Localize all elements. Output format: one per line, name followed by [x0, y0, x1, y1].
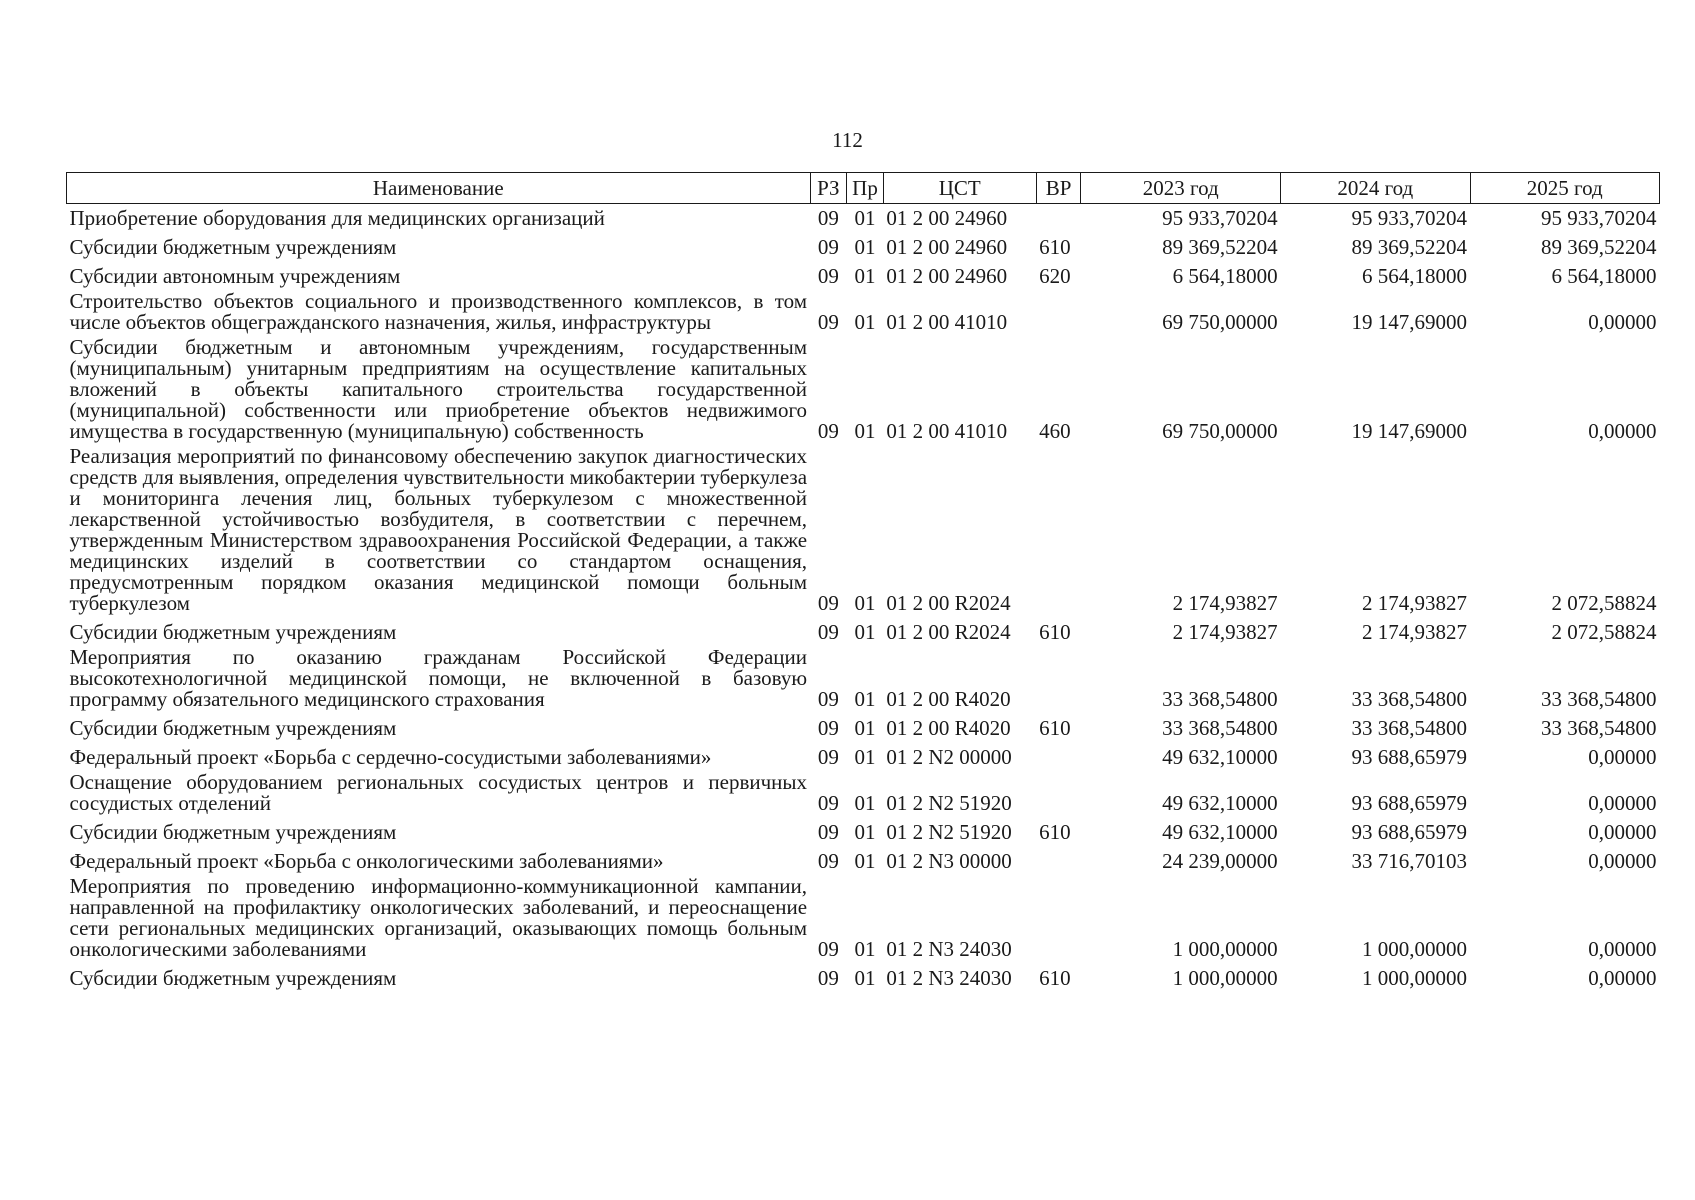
- row-vr: 610: [1039, 819, 1071, 844]
- row-rz: 09: [817, 819, 839, 844]
- row-2025: 0,00000: [1588, 790, 1657, 815]
- header-2024: 2024 год: [1281, 173, 1470, 204]
- table-row: [67, 714, 1660, 743]
- row-rz: 09: [817, 205, 839, 230]
- row-2023: 33 368,54800: [1162, 715, 1278, 740]
- row-pr: 01: [854, 744, 876, 769]
- row-2025: 0,00000: [1588, 418, 1657, 443]
- row-2023: 24 239,00000: [1162, 848, 1278, 873]
- row-cst: 01 2 N2 00000: [886, 744, 1012, 769]
- row-rz: 09: [817, 619, 839, 644]
- table-row: [67, 262, 1660, 291]
- row-rz: 09: [817, 263, 839, 288]
- row-2025: 33 368,54800: [1541, 686, 1657, 711]
- row-vr: [1036, 743, 1081, 772]
- row-vr: [1036, 847, 1081, 876]
- row-2023: 49 632,10000: [1162, 819, 1278, 844]
- row-cst: 01 2 00 R4020: [886, 686, 1011, 711]
- row-2025: 0,00000: [1588, 848, 1657, 873]
- row-name: Мероприятия по оказанию гражданам Российской Федерации высокотехнологичной медицинской помощи, не включенной в базовую программу обязательного медицинского страхования: [69, 644, 808, 711]
- row-2025: 95 933,70204: [1541, 205, 1657, 230]
- row-cst: 01 2 N2 51920: [886, 819, 1012, 844]
- row-2025: 0,00000: [1588, 309, 1657, 334]
- table-row: [67, 233, 1660, 262]
- row-name: Субсидии бюджетным учреждениям: [69, 715, 397, 740]
- row-vr: 610: [1039, 619, 1071, 644]
- row-name: Мероприятия по проведению информационно-коммуникационной кампании, направленной на профилактику онкологических заболеваний, и переоснащение сети региональных медицинских организаций, оказывающих помощь больным онкологическими заболеваниями: [69, 873, 808, 961]
- row-pr: 01: [854, 686, 876, 711]
- row-2023: 95 933,70204: [1162, 205, 1278, 230]
- row-pr: 01: [854, 619, 876, 644]
- row-2024: 89 369,52204: [1351, 234, 1467, 259]
- row-cst: 01 2 N3 24030: [886, 965, 1012, 990]
- row-vr: 610: [1039, 715, 1071, 740]
- row-cst: 01 2 N2 51920: [886, 790, 1012, 815]
- row-rz: 09: [817, 309, 839, 334]
- row-cst: 01 2 00 R4020: [886, 715, 1011, 740]
- row-name: Субсидии автономным учреждениям: [69, 263, 401, 288]
- row-2024: 1 000,00000: [1362, 936, 1467, 961]
- row-name: Субсидии бюджетным и автономным учреждениям, государственным (муниципальным) унитарным предприятиям на осуществление капитальных вложений в объекты капитального строительства государственной (муниципальной) собственности или приобретение объектов недвижимого имущества в государственную (муниципальную) собственность: [69, 334, 808, 443]
- row-2023: 1 000,00000: [1172, 965, 1278, 990]
- row-2023: 2 174,93827: [1172, 590, 1278, 615]
- table-row: [67, 204, 1660, 233]
- row-pr: 01: [854, 790, 876, 815]
- row-2025: 33 368,54800: [1541, 715, 1657, 740]
- table-row: [67, 876, 1660, 964]
- row-2025: 0,00000: [1588, 744, 1657, 769]
- row-pr: 01: [854, 936, 876, 961]
- table-row: [67, 446, 1660, 618]
- row-cst: 01 2 00 24960: [886, 234, 1008, 259]
- row-name: Оснащение оборудованием региональных сосудистых центров и первичных сосудистых отделений: [69, 769, 808, 815]
- row-name: Федеральный проект «Борьба с онкологическими заболеваниями»: [69, 848, 664, 873]
- row-pr: 01: [854, 965, 876, 990]
- header-pr: Пр: [847, 173, 884, 204]
- row-vr: [1036, 291, 1081, 337]
- row-2024: 19 147,69000: [1351, 309, 1467, 334]
- row-vr: [1036, 647, 1081, 714]
- row-name: Строительство объектов социального и производственного комплексов, в том числе объектов общегражданского назначения, жилья, инфраструктуры: [69, 288, 808, 334]
- row-2025: 0,00000: [1588, 936, 1657, 961]
- row-2024: 19 147,69000: [1351, 418, 1467, 443]
- table-row: [67, 647, 1660, 714]
- header-name: Наименование: [67, 173, 811, 204]
- row-cst: 01 2 00 41010: [886, 309, 1008, 334]
- header-vr: ВР: [1036, 173, 1081, 204]
- row-pr: 01: [854, 263, 876, 288]
- row-name: Субсидии бюджетным учреждениям: [69, 965, 397, 990]
- row-vr: [1036, 446, 1081, 618]
- row-vr: 610: [1039, 965, 1071, 990]
- row-rz: 09: [817, 590, 839, 615]
- row-2025: 6 564,18000: [1551, 263, 1657, 288]
- row-vr: 610: [1039, 234, 1071, 259]
- row-2024: 93 688,65979: [1351, 790, 1467, 815]
- header-2025: 2025 год: [1470, 173, 1660, 204]
- row-rz: 09: [817, 965, 839, 990]
- row-pr: 01: [854, 205, 876, 230]
- row-vr: [1036, 204, 1081, 233]
- row-rz: 09: [817, 686, 839, 711]
- row-pr: 01: [854, 234, 876, 259]
- row-pr: 01: [854, 715, 876, 740]
- table-row: [67, 337, 1660, 446]
- page-number: 112: [832, 128, 863, 152]
- table-row: [67, 291, 1660, 337]
- row-2023: 49 632,10000: [1162, 744, 1278, 769]
- row-2025: 0,00000: [1588, 819, 1657, 844]
- row-cst: 01 2 N3 00000: [886, 848, 1012, 873]
- row-2024: 1 000,00000: [1362, 965, 1467, 990]
- row-rz: 09: [817, 715, 839, 740]
- row-pr: 01: [854, 418, 876, 443]
- row-name: Приобретение оборудования для медицинских организаций: [69, 205, 605, 230]
- row-2023: 33 368,54800: [1162, 686, 1278, 711]
- table-row: [67, 743, 1660, 772]
- row-2025: 89 369,52204: [1541, 234, 1657, 259]
- row-cst: 01 2 N3 24030: [886, 936, 1012, 961]
- row-pr: 01: [854, 819, 876, 844]
- row-name: Субсидии бюджетным учреждениям: [69, 619, 397, 644]
- header-2023: 2023 год: [1081, 173, 1281, 204]
- table-row: [67, 964, 1660, 993]
- row-2024: 33 368,54800: [1351, 686, 1467, 711]
- table-row: [67, 618, 1660, 647]
- row-cst: 01 2 00 R2024: [886, 619, 1011, 644]
- row-2023: 69 750,00000: [1162, 418, 1278, 443]
- row-name: Субсидии бюджетным учреждениям: [69, 234, 397, 259]
- row-cst: 01 2 00 41010: [886, 418, 1008, 443]
- header-cst: ЦСТ: [883, 173, 1036, 204]
- row-2023: 6 564,18000: [1172, 263, 1278, 288]
- row-2023: 2 174,93827: [1172, 619, 1278, 644]
- row-cst: 01 2 00 24960: [886, 263, 1008, 288]
- table-row: [67, 818, 1660, 847]
- row-2023: 89 369,52204: [1162, 234, 1278, 259]
- row-2023: 49 632,10000: [1162, 790, 1278, 815]
- row-cst: 01 2 00 R2024: [886, 590, 1011, 615]
- row-pr: 01: [854, 848, 876, 873]
- row-2025: 0,00000: [1588, 965, 1657, 990]
- row-cst: 01 2 00 24960: [886, 205, 1008, 230]
- row-name: Реализация мероприятий по финансовому обеспечению закупок диагностических средств для выявления, определения чувствительности микобактерии туберкулеза и мониторинга лечения лиц, больных туберкулезом с множественной лекарственной устойчивостью возбудителя, в соответствии с перечнем, утвержденным Министерством здравоохранения Российской Федерации, а также медицинских изделий в соответствии со стандартом оснащения, предусмотренным порядком оказания медицинской помощи больным туберкулезом: [69, 443, 808, 615]
- row-vr: [1036, 876, 1081, 964]
- row-vr: 460: [1039, 418, 1071, 443]
- row-2025: 2 072,58824: [1551, 590, 1657, 615]
- row-rz: 09: [817, 936, 839, 961]
- budget-table: [66, 172, 1660, 993]
- row-rz: 09: [817, 744, 839, 769]
- row-vr: 620: [1039, 263, 1071, 288]
- header-rz: РЗ: [810, 173, 847, 204]
- row-2024: 6 564,18000: [1362, 263, 1467, 288]
- row-rz: 09: [817, 234, 839, 259]
- row-2024: 2 174,93827: [1362, 619, 1467, 644]
- row-rz: 09: [817, 418, 839, 443]
- row-name: Федеральный проект «Борьба с сердечно-сосудистыми заболеваниями»: [69, 744, 712, 769]
- row-name: Субсидии бюджетным учреждениям: [69, 819, 397, 844]
- row-vr: [1036, 772, 1081, 818]
- row-2023: 1 000,00000: [1172, 936, 1278, 961]
- row-2023: 69 750,00000: [1162, 309, 1278, 334]
- row-rz: 09: [817, 790, 839, 815]
- row-2024: 33 368,54800: [1351, 715, 1467, 740]
- row-2024: 93 688,65979: [1351, 819, 1467, 844]
- row-2024: 95 933,70204: [1351, 205, 1467, 230]
- row-2025: 2 072,58824: [1551, 619, 1657, 644]
- row-2024: 93 688,65979: [1351, 744, 1467, 769]
- table-row: [67, 847, 1660, 876]
- row-pr: 01: [854, 309, 876, 334]
- row-rz: 09: [817, 848, 839, 873]
- row-2024: 2 174,93827: [1362, 590, 1467, 615]
- row-2024: 33 716,70103: [1351, 848, 1467, 873]
- row-pr: 01: [854, 590, 876, 615]
- table-row: [67, 772, 1660, 818]
- table-header-row: [67, 173, 1660, 204]
